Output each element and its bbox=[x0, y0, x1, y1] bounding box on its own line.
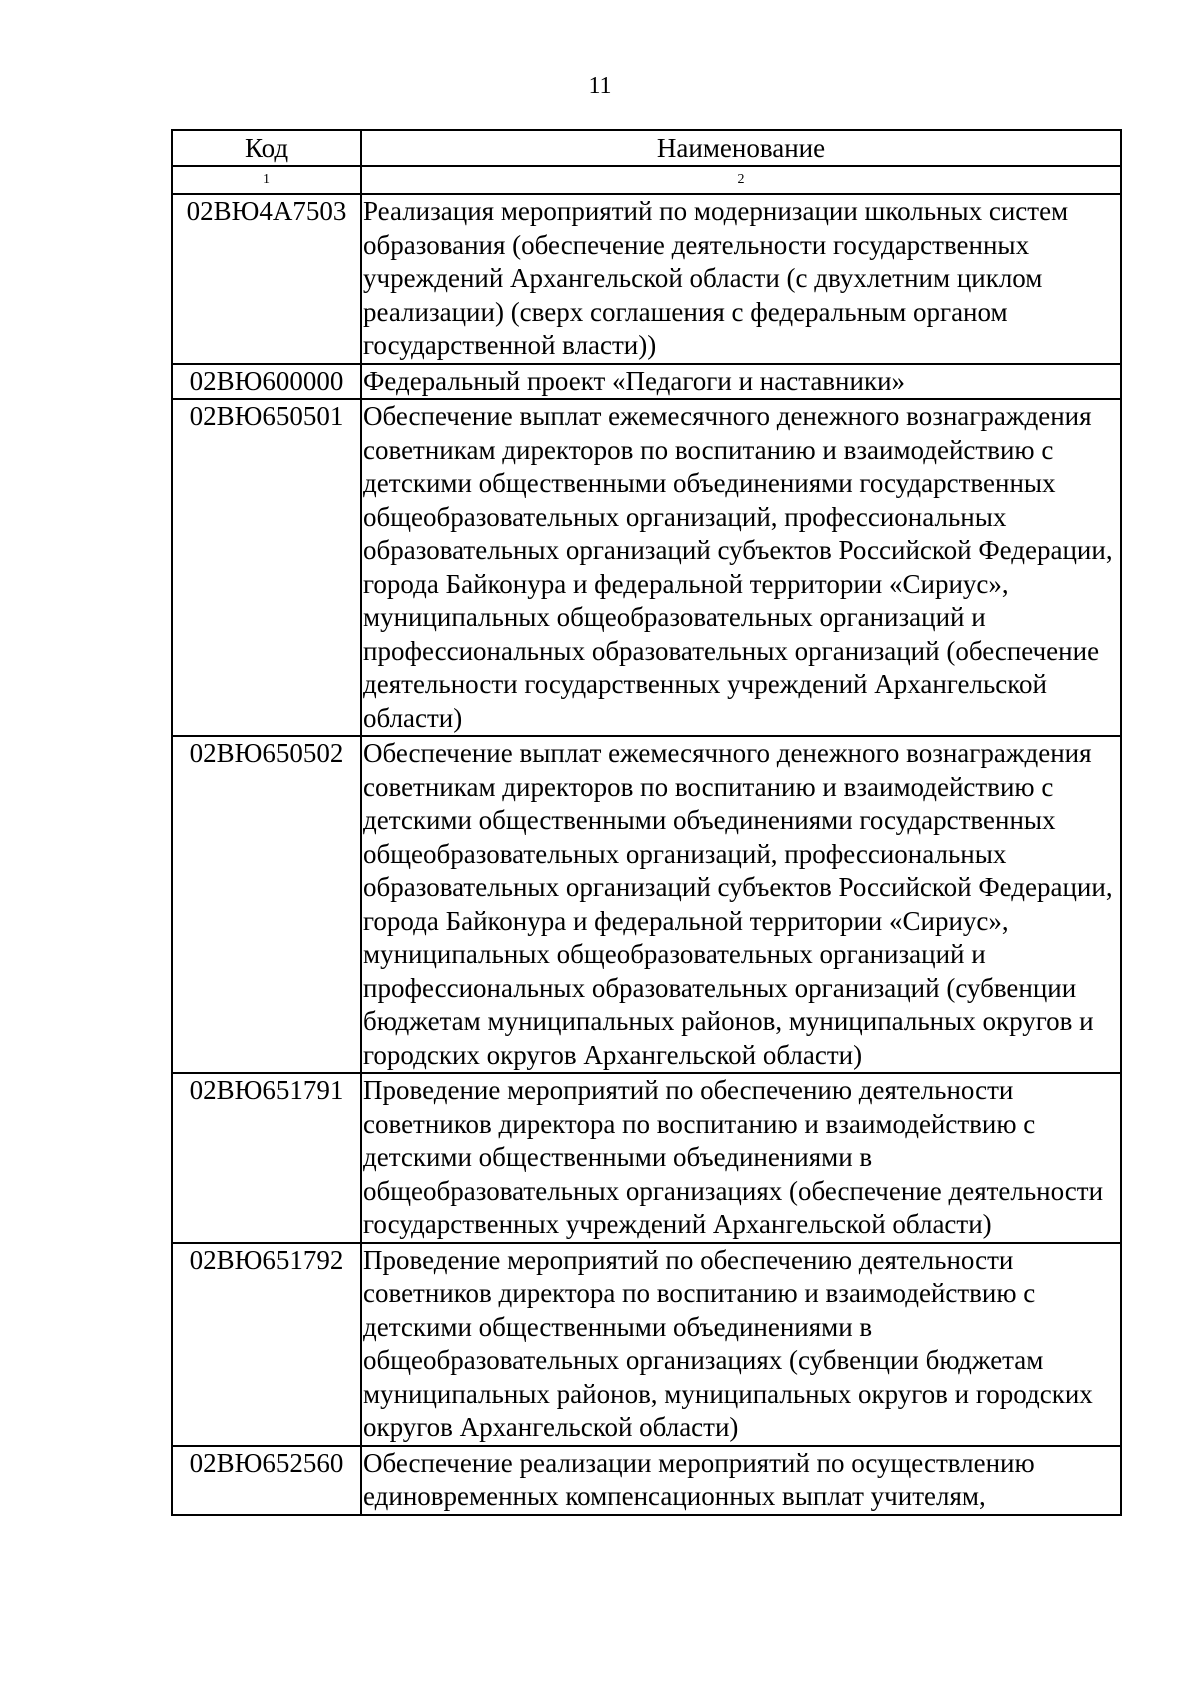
table-row bbox=[172, 194, 1121, 364]
row-code: 02ВЮ600000 bbox=[172, 364, 361, 400]
table-row bbox=[172, 736, 1121, 1073]
column-number-code: 1 bbox=[172, 166, 361, 194]
row-name: Обеспечение реализации мероприятий по осуществлению единовременных компенсационных выплат учителям, bbox=[361, 1446, 1121, 1515]
row-name: Проведение мероприятий по обеспечению деятельности советников директора по воспитанию и взаимодействию с детскими общественными объединениями в общеобразовательных организациях (обеспечение деятельности государственных учреждений Архангельской области) bbox=[361, 1073, 1121, 1243]
column-number-name: 2 bbox=[361, 166, 1121, 194]
row-name: Обеспечение выплат ежемесячного денежного вознаграждения советникам директоров по воспитанию и взаимодействию с детскими общественными объединениями государственных общеобразовательных организаций, профессиональных образовательных организаций субъектов Российской Федерации, города Байконура и федеральной территории «Сириус», муниципальных общеобразовательных организаций и профессиональных образовательных организаций (субвенции бюджетам муниципальных районов, муниципальных округов и городских округов Архангельской области) bbox=[361, 736, 1121, 1073]
table-row bbox=[172, 1446, 1121, 1515]
table-row bbox=[172, 1073, 1121, 1243]
budget-code-table bbox=[171, 129, 1122, 1516]
row-code: 02ВЮ652560 bbox=[172, 1446, 361, 1515]
table-row bbox=[172, 364, 1121, 400]
row-name: Обеспечение выплат ежемесячного денежного вознаграждения советникам директоров по воспитанию и взаимодействию с детскими общественными объединениями государственных общеобразовательных организаций, профессиональных образовательных организаций субъектов Российской Федерации, города Байконура и федеральной территории «Сириус», муниципальных общеобразовательных организаций и профессиональных образовательных организаций (обеспечение деятельности государственных учреждений Архангельской области) bbox=[361, 399, 1121, 736]
row-code: 02ВЮ650501 bbox=[172, 399, 361, 736]
header-code: Код bbox=[172, 130, 361, 166]
column-number-row bbox=[172, 166, 1121, 194]
row-name: Федеральный проект «Педагоги и наставники» bbox=[361, 364, 1121, 400]
table-header-row bbox=[172, 130, 1121, 166]
row-code: 02ВЮ651791 bbox=[172, 1073, 361, 1243]
table-row bbox=[172, 399, 1121, 736]
header-name: Наименование bbox=[361, 130, 1121, 166]
row-code: 02ВЮ4А7503 bbox=[172, 194, 361, 364]
row-name: Реализация мероприятий по модернизации школьных систем образования (обеспечение деятельности государственных учреждений Архангельской области (с двухлетним циклом реализации) (сверх соглашения с федеральным органом государственной власти)) bbox=[361, 194, 1121, 364]
row-name: Проведение мероприятий по обеспечению деятельности советников директора по воспитанию и взаимодействию с детскими общественными объединениями в общеобразовательных организациях (субвенции бюджетам муниципальных районов, муниципальных округов и городских округов Архангельской области) bbox=[361, 1243, 1121, 1446]
page-number: 11 bbox=[588, 73, 612, 99]
row-code: 02ВЮ651792 bbox=[172, 1243, 361, 1446]
row-code: 02ВЮ650502 bbox=[172, 736, 361, 1073]
table-row bbox=[172, 1243, 1121, 1446]
